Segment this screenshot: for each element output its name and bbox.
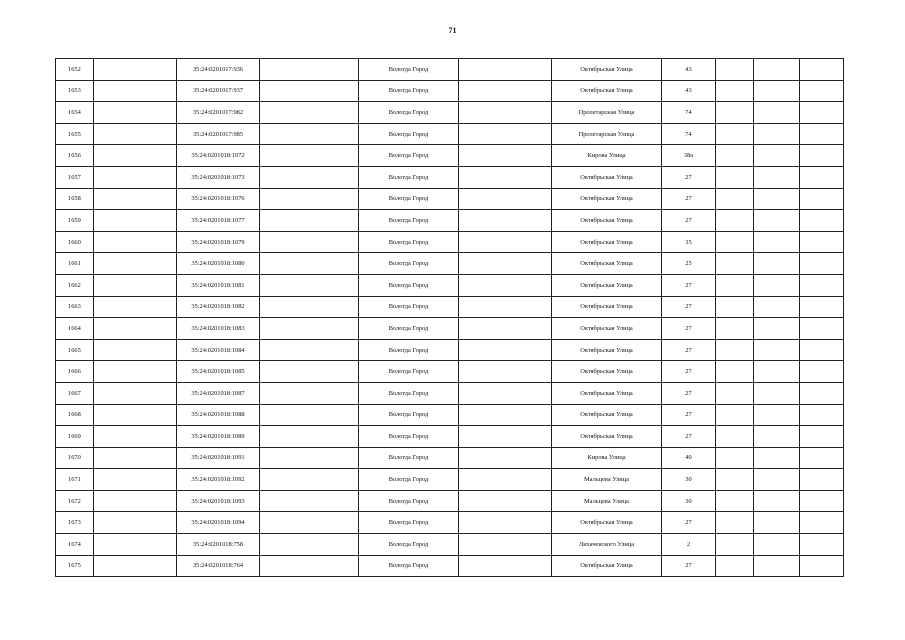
empty-cell bbox=[459, 512, 552, 534]
empty-cell bbox=[754, 210, 800, 232]
empty-cell bbox=[94, 534, 177, 556]
city-cell: Вологда Город bbox=[359, 231, 459, 253]
empty-cell bbox=[94, 339, 177, 361]
empty-cell bbox=[260, 382, 359, 404]
empty-cell bbox=[716, 59, 754, 81]
empty-cell bbox=[716, 555, 754, 577]
empty-cell bbox=[800, 361, 844, 383]
empty-cell bbox=[260, 447, 359, 469]
city-cell: Вологда Город bbox=[359, 382, 459, 404]
empty-cell bbox=[754, 339, 800, 361]
city-cell: Вологда Город bbox=[359, 296, 459, 318]
empty-cell bbox=[459, 210, 552, 232]
empty-cell bbox=[459, 469, 552, 491]
empty-cell bbox=[260, 188, 359, 210]
table-row bbox=[56, 555, 844, 577]
empty-cell bbox=[260, 253, 359, 275]
empty-cell bbox=[459, 59, 552, 81]
empty-cell bbox=[459, 404, 552, 426]
empty-cell bbox=[94, 274, 177, 296]
row-number-cell: 1668 bbox=[56, 404, 94, 426]
empty-cell bbox=[459, 166, 552, 188]
empty-cell bbox=[754, 274, 800, 296]
row-number-cell: 1670 bbox=[56, 447, 94, 469]
city-cell: Вологда Город bbox=[359, 102, 459, 124]
empty-cell bbox=[716, 274, 754, 296]
table-row bbox=[56, 512, 844, 534]
cadastral-number-cell: 35:24:0201017:982 bbox=[177, 102, 260, 124]
empty-cell bbox=[94, 210, 177, 232]
cadastral-number-cell: 35:24:0201018:1091 bbox=[177, 447, 260, 469]
row-number-cell: 1661 bbox=[56, 253, 94, 275]
row-number-cell: 1669 bbox=[56, 426, 94, 448]
house-number-cell: 27 bbox=[662, 166, 716, 188]
table-row bbox=[56, 102, 844, 124]
city-cell: Вологда Город bbox=[359, 447, 459, 469]
empty-cell bbox=[800, 426, 844, 448]
table-row bbox=[56, 231, 844, 253]
table-row bbox=[56, 361, 844, 383]
street-cell: Октябрьская Улица bbox=[552, 210, 662, 232]
table-row bbox=[56, 253, 844, 275]
street-cell: Октябрьская Улица bbox=[552, 59, 662, 81]
row-number-cell: 1664 bbox=[56, 318, 94, 340]
empty-cell bbox=[800, 404, 844, 426]
empty-cell bbox=[260, 404, 359, 426]
empty-cell bbox=[754, 253, 800, 275]
house-number-cell: 27 bbox=[662, 555, 716, 577]
street-cell: Октябрьская Улица bbox=[552, 426, 662, 448]
city-cell: Вологда Город bbox=[359, 166, 459, 188]
city-cell: Вологда Город bbox=[359, 145, 459, 167]
empty-cell bbox=[754, 145, 800, 167]
row-number-cell: 1672 bbox=[56, 490, 94, 512]
empty-cell bbox=[716, 361, 754, 383]
empty-cell bbox=[260, 361, 359, 383]
empty-cell bbox=[800, 80, 844, 102]
street-cell: Кирова Улица bbox=[552, 145, 662, 167]
empty-cell bbox=[800, 555, 844, 577]
empty-cell bbox=[260, 469, 359, 491]
city-cell: Вологда Город bbox=[359, 318, 459, 340]
empty-cell bbox=[459, 426, 552, 448]
empty-cell bbox=[260, 534, 359, 556]
empty-cell bbox=[260, 145, 359, 167]
empty-cell bbox=[260, 80, 359, 102]
row-number-cell: 1665 bbox=[56, 339, 94, 361]
house-number-cell: 74 bbox=[662, 102, 716, 124]
city-cell: Вологда Город bbox=[359, 469, 459, 491]
house-number-cell: 30 bbox=[662, 490, 716, 512]
empty-cell bbox=[716, 490, 754, 512]
empty-cell bbox=[800, 318, 844, 340]
house-number-cell: 27 bbox=[662, 361, 716, 383]
empty-cell bbox=[260, 318, 359, 340]
street-cell: Октябрьская Улица bbox=[552, 361, 662, 383]
empty-cell bbox=[260, 512, 359, 534]
empty-cell bbox=[800, 339, 844, 361]
empty-cell bbox=[94, 318, 177, 340]
house-number-cell: 43 bbox=[662, 59, 716, 81]
empty-cell bbox=[754, 296, 800, 318]
empty-cell bbox=[459, 447, 552, 469]
empty-cell bbox=[754, 404, 800, 426]
empty-cell bbox=[800, 490, 844, 512]
street-cell: Октябрьская Улица bbox=[552, 296, 662, 318]
empty-cell bbox=[754, 102, 800, 124]
house-number-cell: 27 bbox=[662, 274, 716, 296]
empty-cell bbox=[716, 102, 754, 124]
cadastral-number-cell: 35:24:0201018:758 bbox=[177, 534, 260, 556]
cadastral-number-cell: 35:24:0201018:1077 bbox=[177, 210, 260, 232]
empty-cell bbox=[459, 318, 552, 340]
empty-cell bbox=[800, 512, 844, 534]
empty-cell bbox=[754, 382, 800, 404]
row-number-cell: 1675 bbox=[56, 555, 94, 577]
row-number-cell: 1657 bbox=[56, 166, 94, 188]
table-row bbox=[56, 382, 844, 404]
city-cell: Вологда Город bbox=[359, 339, 459, 361]
row-number-cell: 1660 bbox=[56, 231, 94, 253]
empty-cell bbox=[94, 512, 177, 534]
empty-cell bbox=[800, 469, 844, 491]
table-row bbox=[56, 318, 844, 340]
city-cell: Вологда Город bbox=[359, 534, 459, 556]
street-cell: Октябрьская Улица bbox=[552, 382, 662, 404]
city-cell: Вологда Город bbox=[359, 188, 459, 210]
table-row bbox=[56, 404, 844, 426]
empty-cell bbox=[94, 426, 177, 448]
empty-cell bbox=[260, 123, 359, 145]
empty-cell bbox=[94, 253, 177, 275]
empty-cell bbox=[94, 145, 177, 167]
house-number-cell: 74 bbox=[662, 123, 716, 145]
house-number-cell: 40 bbox=[662, 447, 716, 469]
street-cell: Октябрьская Улица bbox=[552, 166, 662, 188]
empty-cell bbox=[754, 512, 800, 534]
empty-cell bbox=[800, 274, 844, 296]
house-number-cell: 27 bbox=[662, 188, 716, 210]
row-number-cell: 1656 bbox=[56, 145, 94, 167]
street-cell: Пролетарская Улица bbox=[552, 123, 662, 145]
street-cell: Октябрьская Улица bbox=[552, 512, 662, 534]
house-number-cell: 35 bbox=[662, 231, 716, 253]
empty-cell bbox=[754, 59, 800, 81]
table-row bbox=[56, 490, 844, 512]
empty-cell bbox=[94, 382, 177, 404]
house-number-cell: 43 bbox=[662, 80, 716, 102]
table-row bbox=[56, 296, 844, 318]
empty-cell bbox=[94, 59, 177, 81]
empty-cell bbox=[800, 253, 844, 275]
row-number-cell: 1673 bbox=[56, 512, 94, 534]
empty-cell bbox=[716, 534, 754, 556]
street-cell: Лихачевского Улица bbox=[552, 534, 662, 556]
empty-cell bbox=[260, 426, 359, 448]
empty-cell bbox=[754, 231, 800, 253]
house-number-cell: 27 bbox=[662, 296, 716, 318]
row-number-cell: 1655 bbox=[56, 123, 94, 145]
city-cell: Вологда Город bbox=[359, 361, 459, 383]
empty-cell bbox=[800, 123, 844, 145]
empty-cell bbox=[754, 318, 800, 340]
street-cell: Октябрьская Улица bbox=[552, 318, 662, 340]
empty-cell bbox=[800, 210, 844, 232]
cadastral-number-cell: 35:24:0201018:1084 bbox=[177, 339, 260, 361]
street-cell: Мальцева Улица bbox=[552, 469, 662, 491]
empty-cell bbox=[459, 555, 552, 577]
empty-cell bbox=[800, 59, 844, 81]
empty-cell bbox=[459, 339, 552, 361]
empty-cell bbox=[754, 469, 800, 491]
empty-cell bbox=[94, 296, 177, 318]
empty-cell bbox=[716, 404, 754, 426]
cadastral-number-cell: 35:24:0201018:1089 bbox=[177, 426, 260, 448]
empty-cell bbox=[260, 166, 359, 188]
cadastral-number-cell: 35:24:0201018:1083 bbox=[177, 318, 260, 340]
empty-cell bbox=[800, 382, 844, 404]
city-cell: Вологда Город bbox=[359, 555, 459, 577]
empty-cell bbox=[800, 296, 844, 318]
empty-cell bbox=[716, 80, 754, 102]
empty-cell bbox=[800, 145, 844, 167]
empty-cell bbox=[716, 210, 754, 232]
empty-cell bbox=[260, 210, 359, 232]
empty-cell bbox=[716, 253, 754, 275]
empty-cell bbox=[716, 145, 754, 167]
empty-cell bbox=[459, 188, 552, 210]
house-number-cell: 2 bbox=[662, 534, 716, 556]
cadastral-number-cell: 35:24:0201018:1085 bbox=[177, 361, 260, 383]
table-row bbox=[56, 59, 844, 81]
empty-cell bbox=[260, 555, 359, 577]
empty-cell bbox=[716, 447, 754, 469]
empty-cell bbox=[754, 447, 800, 469]
table-row bbox=[56, 426, 844, 448]
cadastral-number-cell: 35:24:0201017:985 bbox=[177, 123, 260, 145]
cadastral-number-cell: 35:24:0201018:764 bbox=[177, 555, 260, 577]
empty-cell bbox=[459, 534, 552, 556]
empty-cell bbox=[260, 296, 359, 318]
empty-cell bbox=[716, 382, 754, 404]
empty-cell bbox=[94, 123, 177, 145]
house-number-cell: 38а bbox=[662, 145, 716, 167]
empty-cell bbox=[716, 296, 754, 318]
table-row bbox=[56, 166, 844, 188]
street-cell: Октябрьская Улица bbox=[552, 339, 662, 361]
table-row bbox=[56, 534, 844, 556]
table-row bbox=[56, 339, 844, 361]
city-cell: Вологда Город bbox=[359, 59, 459, 81]
empty-cell bbox=[459, 382, 552, 404]
row-number-cell: 1653 bbox=[56, 80, 94, 102]
empty-cell bbox=[754, 555, 800, 577]
row-number-cell: 1658 bbox=[56, 188, 94, 210]
empty-cell bbox=[716, 318, 754, 340]
empty-cell bbox=[459, 274, 552, 296]
empty-cell bbox=[716, 231, 754, 253]
empty-cell bbox=[459, 253, 552, 275]
empty-cell bbox=[459, 80, 552, 102]
row-number-cell: 1654 bbox=[56, 102, 94, 124]
city-cell: Вологда Город bbox=[359, 210, 459, 232]
registry-table bbox=[55, 58, 844, 577]
table-row bbox=[56, 80, 844, 102]
street-cell: Октябрьская Улица bbox=[552, 555, 662, 577]
empty-cell bbox=[754, 490, 800, 512]
empty-cell bbox=[94, 80, 177, 102]
empty-cell bbox=[94, 231, 177, 253]
empty-cell bbox=[260, 274, 359, 296]
empty-cell bbox=[800, 166, 844, 188]
city-cell: Вологда Город bbox=[359, 123, 459, 145]
empty-cell bbox=[94, 447, 177, 469]
cadastral-number-cell: 35:24:0201017:937 bbox=[177, 80, 260, 102]
street-cell: Октябрьская Улица bbox=[552, 231, 662, 253]
cadastral-number-cell: 35:24:0201018:1080 bbox=[177, 253, 260, 275]
empty-cell bbox=[94, 188, 177, 210]
empty-cell bbox=[754, 188, 800, 210]
house-number-cell: 27 bbox=[662, 426, 716, 448]
empty-cell bbox=[754, 123, 800, 145]
street-cell: Пролетарская Улица bbox=[552, 102, 662, 124]
empty-cell bbox=[716, 512, 754, 534]
cadastral-number-cell: 35:24:0201018:1082 bbox=[177, 296, 260, 318]
empty-cell bbox=[459, 145, 552, 167]
empty-cell bbox=[754, 80, 800, 102]
empty-cell bbox=[800, 447, 844, 469]
cadastral-number-cell: 35:24:0201018:1087 bbox=[177, 382, 260, 404]
cadastral-number-cell: 35:24:0201018:1076 bbox=[177, 188, 260, 210]
table-row bbox=[56, 188, 844, 210]
empty-cell bbox=[94, 166, 177, 188]
empty-cell bbox=[716, 123, 754, 145]
empty-cell bbox=[716, 188, 754, 210]
street-cell: Октябрьская Улица bbox=[552, 253, 662, 275]
empty-cell bbox=[800, 102, 844, 124]
empty-cell bbox=[459, 123, 552, 145]
city-cell: Вологда Город bbox=[359, 404, 459, 426]
table-row bbox=[56, 274, 844, 296]
empty-cell bbox=[459, 361, 552, 383]
empty-cell bbox=[800, 534, 844, 556]
city-cell: Вологда Город bbox=[359, 80, 459, 102]
table-row bbox=[56, 123, 844, 145]
empty-cell bbox=[94, 490, 177, 512]
street-cell: Мальцева Улица bbox=[552, 490, 662, 512]
empty-cell bbox=[716, 426, 754, 448]
city-cell: Вологда Город bbox=[359, 426, 459, 448]
row-number-cell: 1666 bbox=[56, 361, 94, 383]
empty-cell bbox=[754, 426, 800, 448]
street-cell: Октябрьская Улица bbox=[552, 80, 662, 102]
cadastral-number-cell: 35:24:0201018:1088 bbox=[177, 404, 260, 426]
street-cell: Кирова Улица bbox=[552, 447, 662, 469]
cadastral-number-cell: 35:24:0201018:1081 bbox=[177, 274, 260, 296]
empty-cell bbox=[94, 361, 177, 383]
table-row bbox=[56, 447, 844, 469]
cadastral-number-cell: 35:24:0201018:1072 bbox=[177, 145, 260, 167]
house-number-cell: 27 bbox=[662, 318, 716, 340]
table-row bbox=[56, 469, 844, 491]
page-number: 71 bbox=[448, 26, 457, 35]
row-number-cell: 1671 bbox=[56, 469, 94, 491]
table-row bbox=[56, 210, 844, 232]
empty-cell bbox=[94, 102, 177, 124]
empty-cell bbox=[459, 231, 552, 253]
empty-cell bbox=[94, 555, 177, 577]
house-number-cell: 27 bbox=[662, 339, 716, 361]
city-cell: Вологда Город bbox=[359, 253, 459, 275]
empty-cell bbox=[260, 59, 359, 81]
house-number-cell: 27 bbox=[662, 382, 716, 404]
cadastral-number-cell: 35:24:0201018:1073 bbox=[177, 166, 260, 188]
empty-cell bbox=[754, 361, 800, 383]
row-number-cell: 1662 bbox=[56, 274, 94, 296]
empty-cell bbox=[716, 166, 754, 188]
house-number-cell: 27 bbox=[662, 512, 716, 534]
cadastral-number-cell: 35:24:0201018:1094 bbox=[177, 512, 260, 534]
empty-cell bbox=[260, 490, 359, 512]
city-cell: Вологда Город bbox=[359, 274, 459, 296]
house-number-cell: 30 bbox=[662, 469, 716, 491]
house-number-cell: 27 bbox=[662, 210, 716, 232]
empty-cell bbox=[260, 231, 359, 253]
cadastral-number-cell: 35:24:0201018:1092 bbox=[177, 469, 260, 491]
table-row bbox=[56, 145, 844, 167]
street-cell: Октябрьская Улица bbox=[552, 188, 662, 210]
street-cell: Октябрьская Улица bbox=[552, 274, 662, 296]
empty-cell bbox=[754, 166, 800, 188]
empty-cell bbox=[800, 231, 844, 253]
row-number-cell: 1652 bbox=[56, 59, 94, 81]
house-number-cell: 27 bbox=[662, 404, 716, 426]
empty-cell bbox=[260, 339, 359, 361]
empty-cell bbox=[260, 102, 359, 124]
empty-cell bbox=[754, 534, 800, 556]
empty-cell bbox=[716, 339, 754, 361]
registry-body bbox=[56, 59, 844, 577]
row-number-cell: 1663 bbox=[56, 296, 94, 318]
city-cell: Вологда Город bbox=[359, 512, 459, 534]
row-number-cell: 1674 bbox=[56, 534, 94, 556]
cadastral-number-cell: 35:24:0201018:1079 bbox=[177, 231, 260, 253]
empty-cell bbox=[459, 490, 552, 512]
house-number-cell: 25 bbox=[662, 253, 716, 275]
row-number-cell: 1667 bbox=[56, 382, 94, 404]
city-cell: Вологда Город bbox=[359, 490, 459, 512]
row-number-cell: 1659 bbox=[56, 210, 94, 232]
cadastral-number-cell: 35:24:0201017:936 bbox=[177, 59, 260, 81]
cadastral-number-cell: 35:24:0201018:1093 bbox=[177, 490, 260, 512]
empty-cell bbox=[459, 102, 552, 124]
empty-cell bbox=[459, 296, 552, 318]
empty-cell bbox=[94, 469, 177, 491]
empty-cell bbox=[94, 404, 177, 426]
empty-cell bbox=[716, 469, 754, 491]
empty-cell bbox=[800, 188, 844, 210]
street-cell: Октябрьская Улица bbox=[552, 404, 662, 426]
